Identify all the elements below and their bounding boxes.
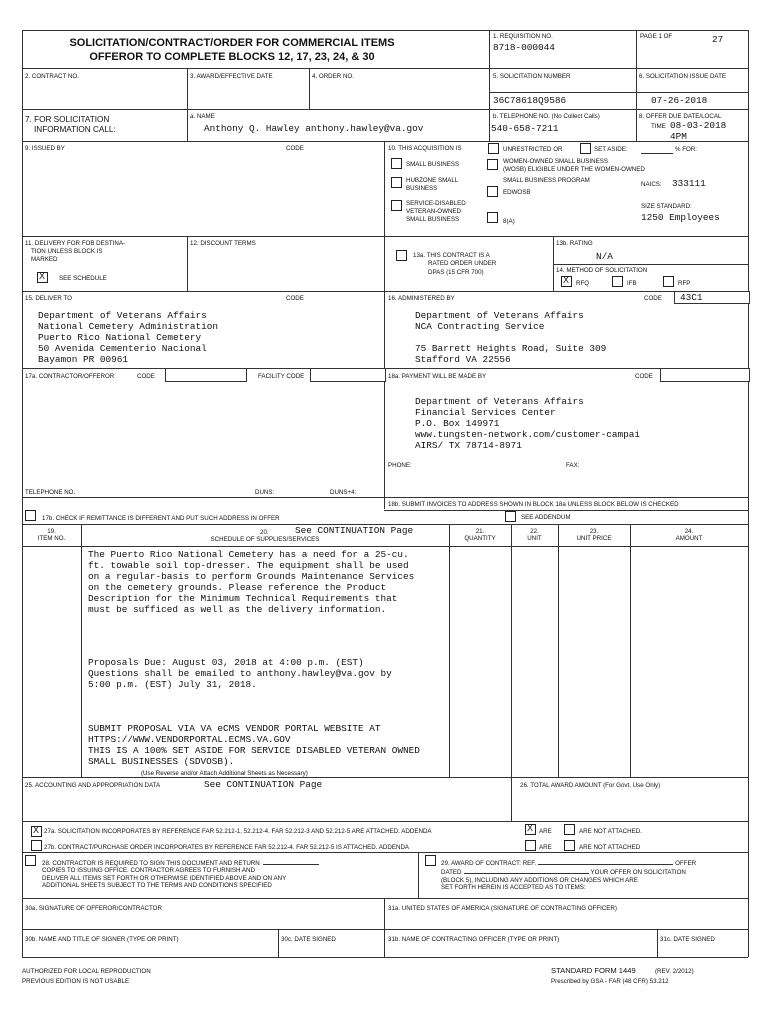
- payment-code-label: CODE: [635, 373, 653, 380]
- fob-label-1: 11. DELIVERY FOR FOB DESTINA-: [25, 240, 126, 247]
- address-line: [415, 332, 606, 343]
- rule: [630, 524, 631, 777]
- address-line: Stafford VA 22556: [415, 354, 511, 365]
- desc-line: Proposals Due: August 03, 2018 at 4:00 p.m. (EST): [88, 657, 364, 668]
- administered-by-code-label: CODE: [644, 295, 662, 302]
- contractor-code-label: CODE: [137, 373, 155, 380]
- signer-date-label: 30c. DATE SIGNED: [281, 936, 336, 943]
- block-29-dated: DATED: [441, 869, 462, 877]
- address-line: Department of Veterans Affairs: [415, 396, 584, 407]
- offer-due-label: 8. OFFER DUE DATE/LOCAL: [639, 113, 722, 120]
- address-line: Financial Services Center: [415, 407, 556, 418]
- sign-required-text: [42, 858, 319, 890]
- see-addendum-label: SEE ADDENDUM: [521, 514, 571, 521]
- order-no-label: 4. ORDER NO.: [312, 73, 354, 80]
- col-schedule-label: SCHEDULE OF SUPPLIES/SERVICES: [210, 536, 320, 543]
- rule: [511, 524, 512, 777]
- rating-value: N/A: [596, 251, 613, 262]
- rfq-label: RFQ: [576, 280, 590, 287]
- award-dated-blank[interactable]: [464, 867, 589, 874]
- desc-line: Description for the Minimum Technical Requirements that: [88, 593, 398, 604]
- desc-line: SMALL BUSINESSES (SDVOSB).: [88, 756, 235, 767]
- offer-due-time: 4PM: [670, 131, 687, 142]
- block-29-line3: (BLOCK 5), INCLUDING ANY ADDITIONS OR CHANGES WHICH ARE: [441, 876, 638, 884]
- rule: [22, 291, 748, 292]
- discount-terms-label: 12. DISCOUNT TERMS: [190, 240, 256, 247]
- address-line: P.O. Box 149971: [415, 418, 500, 429]
- col-item-no-label: ITEM NO.: [37, 535, 66, 543]
- desc-line: must be sufficed as well as the delivery information.: [88, 604, 387, 615]
- rule: [636, 30, 637, 109]
- desc-line: on a regular-basis to perform Grounds Maintenance Services: [88, 571, 415, 582]
- rated-order-label-3: DPAS (15 CFR 700): [428, 269, 484, 276]
- rule: [489, 109, 490, 141]
- edwosb-label: EDWOSB: [503, 189, 531, 196]
- col-schedule-num: 20.: [260, 529, 269, 536]
- fax-label: FAX:: [566, 462, 580, 469]
- rule: [384, 510, 748, 511]
- see-schedule-checkbox[interactable]: [37, 272, 48, 283]
- offer-due-date: 08-03-2018: [670, 120, 727, 131]
- form-border-top: [22, 30, 748, 31]
- far-27a-are-not-label: ARE NOT ATTACHED.: [579, 828, 642, 835]
- deliver-to-address: [38, 310, 218, 365]
- form-title: SOLICITATION/CONTRACT/ORDER FOR COMMERCIAL ITEMS: [69, 37, 395, 49]
- rule: [81, 524, 82, 777]
- set-aside-checkbox[interactable]: [580, 143, 591, 154]
- rating-label: 13b. RATING: [556, 240, 593, 247]
- form-border-right: [748, 30, 749, 957]
- edwosb-checkbox[interactable]: [487, 186, 498, 197]
- address-line: Puerto Rico National Cemetery: [38, 332, 202, 343]
- col-unit-price: [558, 528, 630, 543]
- hubzone-label-2: BUSINESS: [406, 185, 438, 192]
- address-line: 50 Avenida Cementerio Nacional: [38, 343, 207, 354]
- standard-form-revision: (REV. 2/2012): [655, 968, 694, 975]
- standard-form-name: STANDARD FORM 1449: [551, 966, 636, 975]
- col-amount-num: 24.: [684, 528, 694, 535]
- far-27a-are-not-checkbox[interactable]: [564, 824, 575, 835]
- requisition-label: 1. REQUISITION NO.: [493, 33, 553, 40]
- deliver-to-label: 15. DELIVER TO: [25, 295, 72, 302]
- duns4-label: DUNS+4:: [330, 489, 357, 496]
- far-27a-checkbox[interactable]: [31, 826, 42, 837]
- issued-by-code-label: CODE: [286, 145, 304, 152]
- rule: [22, 497, 748, 498]
- offeror-signature-label: 30a. SIGNATURE OF OFFEROR/CONTRACTOR: [25, 905, 162, 912]
- deliver-to-code-label: CODE: [286, 295, 304, 302]
- rule: [511, 777, 512, 821]
- accounting-label: 25. ACCOUNTING AND APPROPRIATION DATA: [25, 782, 161, 789]
- col-unit-label: UNIT: [527, 535, 542, 543]
- col-quantity-label: QUANTITY: [464, 535, 496, 543]
- set-aside-pct-label: % FOR:: [675, 146, 698, 153]
- rule: [187, 109, 188, 141]
- fob-label-3: MARKED: [31, 256, 58, 263]
- form-border-bottom: [22, 957, 748, 958]
- desc-line: HTTPS://WWW.VENDORPORTAL.ECMS.VA.GOV: [88, 734, 291, 745]
- ifb-label: IFB: [627, 280, 637, 287]
- far-27b-are-label: ARE: [539, 844, 552, 851]
- address-line: Department of Veterans Affairs: [415, 310, 584, 321]
- address-line: Department of Veterans Affairs: [38, 310, 207, 321]
- contractor-code-field[interactable]: [165, 368, 247, 382]
- rule: [187, 236, 188, 291]
- naics-label: NAICS:: [641, 181, 662, 188]
- rule: [449, 524, 450, 777]
- desc-line: The Puerto Rico National Cemetery has a need for a 25-cu.: [88, 549, 409, 560]
- desc-line: 5:00 p.m. (EST) July 31, 2018.: [88, 679, 257, 690]
- col-item-no: [22, 528, 81, 543]
- phone-label: PHONE:: [388, 462, 412, 469]
- hubzone-checkbox[interactable]: [391, 177, 402, 188]
- col-amount-label: AMOUNT: [675, 535, 703, 543]
- block-29-line2: YOUR OFFER ON SOLICITATION: [590, 869, 686, 877]
- contact-name-value: Anthony Q. Hawley anthony.hawley@va.gov: [204, 123, 424, 134]
- solicitation-number-value: 36C78618Q9586: [493, 95, 567, 106]
- address-line: NCA Contracting Service: [415, 321, 545, 332]
- total-award-label: 26. TOTAL AWARD AMOUNT (For Govt. Use Only): [520, 782, 661, 789]
- info-call-line2: INFORMATION CALL:: [34, 125, 116, 134]
- far-27a-label: 27a. SOLICITATION INCORPORATES BY REFERENCE FAR 52.212-1, 52.212-4. FAR 52.212-3 AND 52.212-5 ARE ATTACHED. ADDENDA: [44, 828, 432, 835]
- award-text: [441, 858, 696, 892]
- size-standard-value: 1250 Employees: [641, 212, 720, 223]
- wosb-label-1: WOMEN-OWNED SMALL BUSINESS: [503, 158, 608, 165]
- block-28-line2: COPIES TO ISSUING OFFICE. CONTRACTOR AGREES TO FURNISH AND: [42, 867, 255, 875]
- far-27a-are-label: ARE: [539, 828, 552, 835]
- size-standard-label: SIZE STANDARD:: [641, 203, 692, 210]
- sdvosb-checkbox[interactable]: [391, 200, 402, 211]
- rule: [187, 68, 188, 109]
- page-label: PAGE 1 OF: [640, 33, 673, 40]
- col-quantity: [449, 528, 511, 543]
- form-border-left: [22, 30, 23, 957]
- sdvosb-label-3: SMALL BUSINESS: [406, 216, 460, 223]
- sign-required-checkbox[interactable]: [25, 855, 36, 866]
- col-schedule-value: See CONTINUATION Page: [295, 525, 414, 536]
- block-28-line3: DELIVER ALL ITEMS SET FORTH OR OTHERWISE IDENTIFIED ABOVE AND ON ANY: [42, 874, 287, 882]
- rfp-label: RFP: [678, 280, 691, 287]
- standard-form-prescribed: Prescribed by GSA - FAR (48 CFR) 53.212: [551, 978, 669, 985]
- schedule-proposal-due: [88, 657, 392, 690]
- payment-by-label: 18a. PAYMENT WILL BE MADE BY: [388, 373, 487, 380]
- small-business-checkbox[interactable]: [391, 158, 402, 169]
- submit-invoices-label: 18b. SUBMIT INVOICES TO ADDRESS SHOWN IN BLOCK 18a UNLESS BLOCK BELOW IS CHECKED: [388, 501, 679, 508]
- desc-line: SUBMIT PROPOSAL VIA VA eCMS VENDOR PORTAL WEBSITE AT: [88, 723, 381, 734]
- address-line: Bayamon PR 00961: [38, 354, 129, 365]
- col-amount: [630, 528, 748, 543]
- rule: [418, 852, 419, 898]
- rule: [489, 30, 490, 109]
- small-business-label: SMALL BUSINESS: [406, 161, 460, 168]
- col-item-no-num: 19.: [47, 528, 56, 535]
- rule: [22, 546, 748, 547]
- rule: [384, 141, 385, 509]
- rule: [489, 92, 748, 93]
- far-27b-are-not-checkbox[interactable]: [564, 840, 575, 851]
- address-line: AIRS/ TX 78714-8971: [415, 440, 522, 451]
- set-aside-label: SET ASIDE:: [594, 146, 628, 153]
- wosb-label-3: SMALL BUSINESS PROGRAM: [503, 177, 590, 184]
- duns-label: DUNS:: [255, 489, 275, 496]
- facility-code-field[interactable]: [310, 368, 386, 382]
- accounting-value: See CONTINUATION Page: [204, 779, 323, 790]
- col-unit-price-num: 23.: [589, 528, 599, 535]
- rule: [657, 929, 658, 957]
- offer-due-time-label: TIME: [651, 123, 666, 130]
- rule: [309, 68, 310, 109]
- rule: [22, 109, 748, 110]
- rule: [22, 929, 748, 930]
- remittance-label: 17b. CHECK IF REMITTANCE IS DIFFERENT AND PUT SUCH ADDRESS IN OFFER: [42, 515, 280, 522]
- fob-label-2: TION UNLESS BLOCK IS: [31, 248, 103, 255]
- eight-a-label: 8(A): [503, 218, 515, 225]
- rule: [22, 852, 748, 853]
- block-29-line4: SET FORTH HEREIN IS ACCEPTED AS TO ITEMS:: [441, 884, 586, 892]
- rule: [278, 929, 279, 957]
- copies-blank[interactable]: [263, 858, 319, 865]
- block-29-offer: OFFER: [675, 860, 697, 867]
- see-schedule-label: SEE SCHEDULE: [59, 275, 107, 282]
- co-date-label: 31c. DATE SIGNED: [660, 936, 715, 943]
- rated-order-label-2: RATED ORDER UNDER: [428, 260, 497, 267]
- contact-name-label: a. NAME: [190, 113, 215, 120]
- col-unit: [511, 528, 558, 543]
- footer-previous-edition: PREVIOUS EDITION IS NOT USABLE: [22, 978, 130, 985]
- far-27b-are-checkbox[interactable]: [525, 840, 536, 851]
- rated-order-checkbox[interactable]: [396, 250, 407, 261]
- col-quantity-num: 21.: [475, 528, 485, 535]
- telephone-no-label: TELEPHONE NO.: [25, 489, 76, 496]
- co-signature-label: 31a. UNITED STATES OF AMERICA (SIGNATURE OF CONTRACTING OFFICER): [388, 905, 617, 912]
- remittance-checkbox[interactable]: [25, 510, 36, 521]
- solicitation-number-label: 5. SOLICITATION NUMBER: [493, 73, 571, 80]
- administered-by-address: [415, 310, 606, 365]
- far-27b-are-not-label: ARE NOT ATTACHED: [579, 844, 641, 851]
- sdvosb-label-2: VETERAN-OWNED: [406, 208, 462, 215]
- desc-line: ft. towable soil top-dresser. The equipment shall be used: [88, 560, 409, 571]
- rule: [22, 236, 748, 237]
- unrestricted-label: UNRESTRICTED OR: [503, 146, 563, 153]
- facility-code-label: FACILITY CODE: [258, 373, 305, 380]
- rfp-checkbox[interactable]: [663, 276, 674, 287]
- block-28-line4: ADDITIONAL SHEETS SUBJECT TO THE TERMS AND CONDITIONS SPECIFIED: [42, 882, 272, 890]
- address-line: 75 Barrett Heights Road, Suite 309: [415, 343, 607, 354]
- reverse-note: (Use Reverse and/or Attach Additional Sheets as Necessary): [141, 770, 308, 777]
- info-call-line1: 7. FOR SOLICITATION: [25, 115, 110, 124]
- hubzone-label-1: HUBZONE SMALL: [406, 177, 459, 184]
- eight-a-checkbox[interactable]: [487, 212, 498, 223]
- rule: [22, 68, 748, 69]
- far-27a-are-checkbox[interactable]: [525, 824, 536, 835]
- award-date-label: 3. AWARD/EFFECTIVE DATE: [190, 73, 273, 80]
- col-unit-price-label: UNIT PRICE: [576, 535, 612, 543]
- rated-order-label-1: 13a. THIS CONTRACT IS A: [413, 252, 490, 259]
- wosb-checkbox[interactable]: [487, 159, 498, 170]
- rfq-checkbox[interactable]: [561, 276, 572, 287]
- issue-date-label: 6. SOLICITATION ISSUE DATE: [639, 73, 726, 80]
- issue-date-value: 07-26-2018: [651, 95, 708, 106]
- col-unit-num: 22.: [530, 528, 539, 535]
- solicitation-method-label: 14. METHOD OF SOLICITATION: [556, 267, 648, 274]
- footer-reproduction: AUTHORIZED FOR LOCAL REPRODUCTION: [22, 968, 151, 975]
- see-addendum-checkbox[interactable]: [505, 511, 516, 522]
- desc-line: Questions shall be emailed to anthony.hawley@va.gov by: [88, 668, 392, 679]
- telephone-label: b. TELEPHONE NO. (No Collect Calls): [493, 113, 600, 120]
- wosb-label-2: (WOSB) ELIGIBLE UNDER THE WOMEN-OWNED: [503, 166, 645, 173]
- ifb-checkbox[interactable]: [612, 276, 623, 287]
- contract-no-label: 2. CONTRACT NO.: [25, 73, 79, 80]
- far-27b-label: 27b. CONTRACT/PURCHASE ORDER INCORPORATES BY REFERENCE FAR 52.212-4. FAR 52.212-5 IS ATTACHED. ADDENDA: [44, 844, 410, 851]
- schedule-submission: [88, 723, 420, 767]
- rule: [553, 264, 748, 265]
- payment-address: [415, 396, 640, 451]
- rule: [22, 141, 748, 142]
- info-call-label: [25, 115, 116, 135]
- block-29-line1: 29. AWARD OF CONTRACT: REF.: [441, 860, 537, 867]
- set-aside-pct-line: [641, 153, 673, 154]
- contractor-label: 17a. CONTRACTOR/OFFEROR: [25, 373, 115, 380]
- unrestricted-checkbox[interactable]: [488, 143, 499, 154]
- award-ref-blank[interactable]: [538, 858, 673, 865]
- desc-line: THIS IS A 100% SET ASIDE FOR SERVICE DISABLED VETERAN OWNED: [88, 745, 420, 756]
- schedule-description: [88, 549, 414, 615]
- acquisition-label: 10. THIS ACQUISITION IS: [388, 145, 462, 152]
- rule: [22, 821, 748, 822]
- administered-by-code-value: 43C1: [680, 292, 703, 303]
- issued-by-label: 9. ISSUED BY: [25, 145, 65, 152]
- far-27b-checkbox[interactable]: [31, 840, 42, 851]
- desc-line: on the cemetery grounds. Please reference the Product: [88, 582, 387, 593]
- naics-value: 333111: [672, 178, 706, 189]
- page-total: 27: [712, 34, 724, 45]
- address-line: www.tungsten-network.com/customer-campai: [415, 429, 641, 440]
- rule: [558, 524, 559, 777]
- sdvosb-label-1: SERVICE-DISABLED: [406, 200, 466, 207]
- address-line: National Cemetery Administration: [38, 321, 219, 332]
- payment-code-field[interactable]: [660, 368, 750, 382]
- block-28-line1: 28. CONTRACTOR IS REQUIRED TO SIGN THIS DOCUMENT AND RETURN: [42, 860, 260, 867]
- rule: [384, 898, 385, 957]
- rule: [22, 777, 748, 778]
- signer-name-label: 30b. NAME AND TITLE OF SIGNER (TYPE OR PRINT): [25, 936, 179, 943]
- administered-by-label: 16. ADMINISTERED BY: [388, 295, 455, 302]
- form-subtitle: OFFEROR TO COMPLETE BLOCKS 12, 17, 23, 24, & 30: [89, 51, 375, 63]
- rule: [636, 109, 637, 141]
- telephone-value: 540-658-7211: [491, 123, 559, 134]
- requisition-value: 8718-000044: [493, 42, 555, 53]
- co-name-label: 31b. NAME OF CONTRACTING OFFICER (TYPE OR PRINT): [388, 936, 560, 943]
- rule: [22, 898, 748, 899]
- award-checkbox[interactable]: [425, 855, 436, 866]
